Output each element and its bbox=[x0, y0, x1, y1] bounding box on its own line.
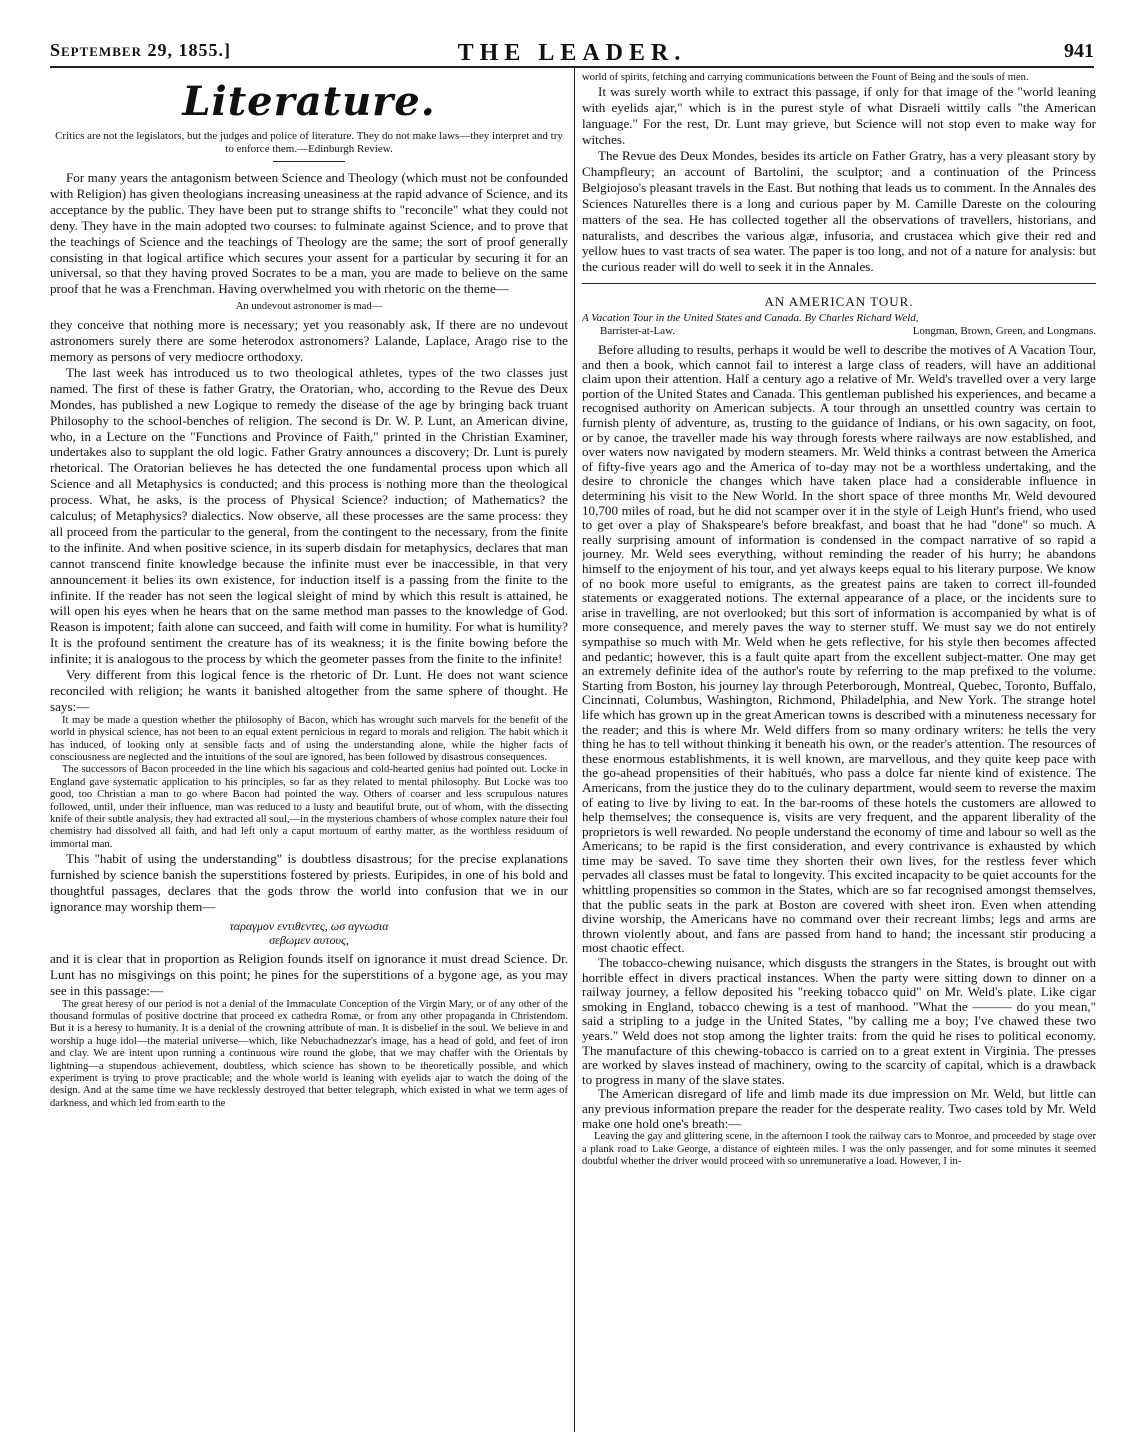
paragraph: The tobacco-chewing nuisance, which disgusts the strangers in the States, is brought out with horrible effect in divers practical instances. When the party were sitting down to dinner on a railway journey, a fellow deposited his "reeking tobacco quid" on Mr. Weld's plate. Like cigar smoking in England, tobacco chewing is a test of manhood. "What the ——— do you mean," said a stripling to a judge in the United States, "by calling me a boy; I've chawed these two years." Weld does not stop among the lighter traits: from the quid he rises to political economy. The manufacture of this chewing-tobacco is carried on to a great extent in Virginia. The presses are worked by slaves instead of machinery, owing to the scarcity of capital, which is a drawback to progress in many of the slave states. bbox=[582, 955, 1096, 1087]
paragraph: Before alluding to results, perhaps it would be well to describe the motives of A Vacation Tour, and then a book, which cannot fail to interest a large class of readers, will have an additional claim upon their attention. Half a century ago a relative of Mr. Weld's travelled over a very large portion of the United States and Canada. This gentleman published his experiences, and became a recognised authority on American subjects. A tour through an unsettled country was certain to furnish plenty of adventure, as, trusting to the guidance of Indians, or his own sagacity, on foot, or by canoe, the traveller made his way through forests where railways are now established, and over waters now navigated by modern steamers. Mr. Weld thinks a contrast between the America of fifty-five years ago and the America of to-day may not be a worthless undertaking, and the desire to chronicle the changes which have taken place had a considerable influence in determining his visit to the New World. In the short space of three months Mr. Weld devoured 10,700 miles of road, but he did not scamper over it in the style of Leigh Hunt's friend, who used to get over a play of Shakspeare's before breakfast, and boast that he had "done" so much. A really surprising amount of information is condensed in the compact narrative of so rapid a journey. Mr. Weld sees everything, without reminding the reader of his hurry; he abandons himself to the enjoyment of his tour, and yet always keeps equal to his literary purpose. We know of no book more useful to emigrants, as the greatest pains are taken to correct ill-founded statements or exaggerated notions. The external appearance of a place, or the incidents sure to arise in travelling, are not overlooked; but this sort of information is accompanied by what is of more consequence, and merely paves the way to sterner stuff. We must say we do not entirely sympathise so much with Mr. Weld when he gets reflective, for his style then becomes affected and pedantic; however, this is a fault quite apart from the excellent subject-matter. One may get an extremely definite idea of the author's route by referring to the map prefixed to the volume. Starting from Boston, his journey lay through Peterborough, Montreal, Quebec, Toronto, Buffalo, Cincinnati, Columbus, Washington, Richmond, Philadelphia, and New York. The strange hotel life which has grown up in the great American towns is described with a minuteness necessary for the reader; and this is where Mr. Weld differs from so many ordinary writers: he tells the very thing he has to tell without thinking it beneath his own, or the reader's attention. The resources of these enormous establishments, it is well known, are marvellous, and they quite keep pace with the go-ahead propensities of their habitués, who pass a dolce far niente kind of existence. The Americans, from the justice they do to the culinary department, would seem to reverse the maxim of eating to live by living to eat. In the bar-rooms of these hotels the customers are allowed to help themselves; the consequence is, visits are very frequent, and the apparent liberality of the proprietors is well rewarded. No people understand the economy of time and labour so well as the Americans; to be rapid is the first consideration, and every contrivance is exhausted by which time may be saved. To save time they shorten their own lives, for the restless fever which pervades all classes must be fatal to longevity. This excited incapacity to be quiet accounts for the whittling propensities so common in the States, which are so far recognised amongst themselves, that the public seats in the park at Boston are covered with sheet iron. Even when attending divine worship, the Americans have no command over their recreant limbs; legs and arms are thrown violently about, and fans are passed from hand to hand; the incessant stir producing a most chaotic effect. bbox=[582, 342, 1096, 956]
article-title: AN AMERICAN TOUR. bbox=[764, 294, 914, 310]
article-body-science-theology bbox=[50, 170, 568, 715]
book-citation bbox=[582, 312, 1096, 337]
article-body-cont-2 bbox=[50, 951, 568, 999]
article-body-right bbox=[582, 84, 1096, 275]
quote-paragraph: Leaving the gay and glittering scene, in the afternoon I took the railway cars to Monroe, and proceeded by stage over a plank road to Lake George, a distance of eighteen miles. I was the only passenger, and for some minutes it seemed doubtful whether the driver would proceed with so unremunerative a load. However, I in- bbox=[582, 1131, 1096, 1167]
paragraph: The American disregard of life and limb made its due impression on Mr. Weld, but little can any previous information prepare the reader for the desperate reality. Two cases told by Mr. Weld make one hold one's breath:— bbox=[582, 1086, 1096, 1131]
paragraph: The last week has introduced us to two theological athletes, types of the two classes just named. The first of these is father Gratry, the Oratorian, who, according to the Revue des Deux Mondes, has published a new Logique to remedy the disease of the age by bringing back truant Philosophy to the school-benches of religion. The second is Dr. W. P. Lunt, an American divine, who, in a Lecture on the "Functions and Province of Faith," printed in the Christian Examiner, undertakes also to supplant the old logic. Father Gratry announces a discovery; Dr. Lunt is purely rhetorical. The Oratorian believes he has detected the one fundamental process upon which all Science and all Metaphysics is conducted; and this process is nothing more than the theological process. What, he asks, is the process of Physical Science? induction; of Mathematics? the calculus; of Metaphysics? dialectics. Now observe, all these processes are the same process: they all proceed from the particular to the general, from the contingent to the necessary, from the finite to the infinite. And when positive science, in its superb disdain for metaphysics, declares that man cannot transcend finite knowledge because the infinite must ever be inaccessible, in that very announcement it belies its own existence, for induction itself is a passing from the finite to the infinite. If the reader has not seen the logical sleight of mind by which this result is attained, he will open his eyes when he hears that on the same method man passes to the knowledge of God. Reason is impotent; faith alone can succeed, and faith will come in humility. For what is humility? It is the profound sentiment the creature has of its weakness; it is the finite bowing before the infinite; it is analogous to the process by which the geometer passes from the finite to the infinite! bbox=[50, 364, 568, 667]
greek-line: σεβωμεν αυτους, bbox=[269, 932, 349, 947]
page-header bbox=[50, 40, 1094, 64]
quote-paragraph: It may be made a question whether the philosophy of Bacon, which has wrought such marvels for the benefit of the world in physical science, has not been to an equal extent pernicious in regard to morals and religion. The habit which it has induced, of looking only at sensible facts and of using the understanding alone, while the higher facts of consciousness are neglected and the intuitions of the soul are ignored, has been followed by disastrous consequences. bbox=[50, 714, 568, 764]
book-publisher-line bbox=[582, 325, 1096, 337]
motto-rule bbox=[273, 161, 345, 162]
column-divider bbox=[574, 66, 575, 1432]
verse-quote: An undevout astronomer is mad— bbox=[235, 301, 383, 313]
book-title-line: A Vacation Tour in the United States and Canada. By Charles Richard Weld, bbox=[582, 312, 919, 325]
greek-line: ταραγμον εντιθεντες, ωσ αγνωσια bbox=[229, 918, 389, 933]
article-separator bbox=[582, 283, 1096, 284]
book-author-credential: Barrister-at-Law. bbox=[600, 324, 676, 337]
paragraph: and it is clear that in proportion as Religion founds itself on ignorance it must dread Science. Dr. Lunt has no misgivings on this point; he pines for the superstitions of a bygone age, as you may see in this passage:— bbox=[50, 950, 568, 998]
paragraph: Very different from this logical fence is the rhetoric of Dr. Lunt. He does not want science reconciled with religion; he wants it banished altogether from the same sphere of thought. He says:— bbox=[50, 667, 568, 714]
paragraph: It was surely worth while to extract this passage, if only for that image of the "world leaning with eyelids ajar," which is in the purest style of what Disraeli wittily calls "the American language." For the rest, Dr. Lunt may grieve, but Science will not stop even to make way for witches. bbox=[582, 84, 1096, 148]
paragraph: they conceive that nothing more is necessary; yet you reasonably ask, If there are no undevout astronomers surely there are some heterodox astronomers? Lalande, Laplace, Arago rise to the memory as persons of very mediocre orthodoxy. bbox=[50, 317, 568, 364]
block-quote-lunt bbox=[50, 715, 568, 851]
header-rule bbox=[50, 66, 1094, 68]
section-motto: Critics are not the legislators, but the judges and police of literature. They do not make laws—they interpret and try to enforce them.—Edinburgh Review. bbox=[55, 130, 563, 155]
paragraph: The Revue des Deux Mondes, besides its article on Father Gratry, has a very pleasant story by Champfleury; an account of Bartolini, the sculptor; and a continuation of the Princess Belgiojoso's pleasant travels in the East. But nothing that leads us to comment. In the Annales des Sciences Naturelles there is a long and curious paper by M. Camille Dareste on the colouring matters of the sea. He has collected together all the observations of travellers, historians, and naturalists, and describes the various algæ, infusoria, and crustacea which give their red and yellow hues to vast tracts of sea water. The paper is too long, and not of a nature for analysis: but the curious reader will do well to seek it in the Annales. bbox=[582, 148, 1096, 275]
left-column bbox=[50, 72, 568, 1434]
block-quote-heresy bbox=[50, 999, 568, 1111]
right-column bbox=[582, 72, 1096, 1434]
issue-date: September 29, 1855.] bbox=[50, 40, 231, 60]
article-body-cont bbox=[50, 851, 568, 915]
quote-paragraph: The successors of Bacon proceeded in the line which his sagacious and cold-hearted genius had pointed out. Locke in England gave systematic application to his principles, so far as they related to mental philosophy. But Locke was too good, too Christian a man to go where Bacon had pointed the way. Others of coarser and less scrupulous natures followed, until, under their influence, man was reduced to a lusty and beautiful brute, out of whom, with the dissecting knife of their subtle analysis, they had extracted all soul,—in the mysterious chambers of whose complex nature their foul chemistry had dissolved all faith, and had left only a caput mortuum of earthy matter, as the worthless residuum of immortal man. bbox=[50, 764, 568, 850]
greek-quote bbox=[50, 919, 568, 947]
quote-paragraph: world of spirits, fetching and carrying communications between the Fount of Being and the souls of men. bbox=[582, 72, 1029, 83]
book-publisher: Longman, Brown, Green, and Longmans. bbox=[912, 324, 1096, 337]
page-number: 941 bbox=[1064, 40, 1094, 62]
article-body-american-tour bbox=[582, 343, 1096, 1131]
quote-paragraph: The great heresy of our period is not a denial of the Immaculate Conception of the Virgin Mary, or of any other of the thousand formulas of positive doctrine that proceed ex cathedra Romæ, or from any other propaganda in Christendom. But it is a heresy to humanity. It is a denial of the crowning attribute of man. It is disbelief in the soul. We believe in and worship a huge idol—the material universe—which, like Nebuchadnezzar's image, has a head of gold, and feet of iron and clay. We are intent upon running a continuous wire round the globe, that we may chaffer with the Orientals by lightning—a stupendous achievement, doubtless, which science has shown to be theoretically possible, and which experiment is trying to prove practicable; and the whole world is leaning with eyelids ajar to watch the doing of the design. And at the same time we have recklessly destroyed that better telegraph, which existed in what we term ages of darkness, and which led from earth to the bbox=[50, 998, 568, 1109]
paragraph: This "habit of using the understanding" is doubtless disastrous; for the precise explanations furnished by science banish the superstitions fostered by priests. Euripides, in one of his bold and thoughtful passages, declares that the gods throw the world into confusion that we in our ignorance may worship them— bbox=[50, 851, 568, 914]
block-quote-continued bbox=[582, 72, 1096, 84]
masthead-title: THE LEADER. bbox=[457, 40, 687, 66]
paragraph: For many years the antagonism between Science and Theology (which must not be confounded with Religion) has given theologians increasing uneasiness at the rapid advance of Science, and its acceptance by the public. They have been put to strange shifts to "reconcile" what they could not deny. They have in the main adopted two courses: to fulminate against Science, and to prove that the teachings of Science and the teachings of Theology are the same; the sort of proof generally consisting in that logical artifice which secures your assent for a particular by securing it for an universal, so that they having proved Socrates to be a man, you are made to believe on the same proof that he was a Frenchman. Having overwhelmed you with rhetoric on the theme— bbox=[50, 170, 568, 297]
section-title: Literature. bbox=[182, 78, 436, 125]
block-quote-weld bbox=[582, 1131, 1096, 1168]
